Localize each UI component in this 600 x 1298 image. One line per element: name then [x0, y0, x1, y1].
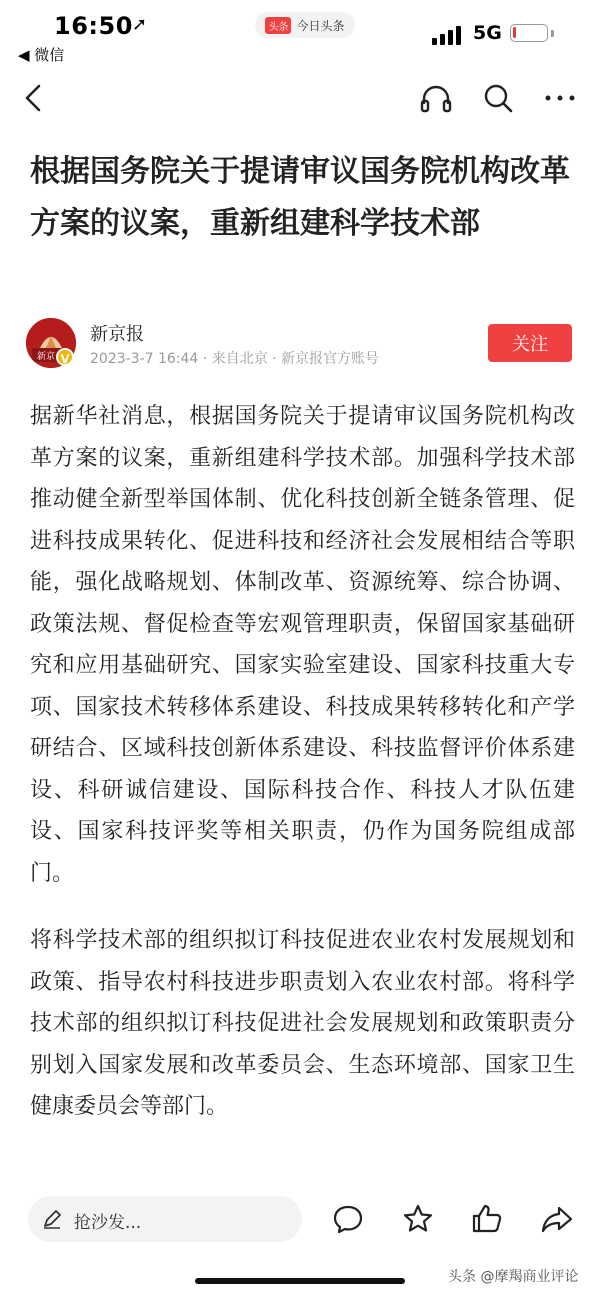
author-meta: 2023-3-7 16:44 · 来自北京 · 新京报官方账号 — [90, 351, 380, 367]
article-paragraph-1: 据新华社消息，根据国务院关于提请审议国务院机构改革方案的议案，重新组建科学技术部。加强科学技术部推动健全新型举国体制、优化科技创新全链条管理、促进科技成果转化、促进科技和经济社会发展相结合等职能，强化战略规划、体制改革、资源统筹、综合协调、政策法规、督促检查等宏观管理职责，保留国家基础研究和应用基础研究、国家实验室建设、国家科技重大专项、国家技术转移体系建设、科技成果转移转化和产学研结合、区域科技创新体系建设、科技监督评价体系建设、科研诚信建设、国际科技合作、科技人才队伍建设、国家科技评奖等相关职责，仍作为国务院组成部门。 — [30, 404, 575, 886]
battery-icon — [510, 24, 548, 42]
star-icon[interactable] — [401, 1202, 435, 1236]
bottom-action-bar — [0, 1190, 600, 1250]
battery-tip — [551, 30, 554, 37]
article-title: 根据国务院关于提请审议国务院机构改革方案的议案，重新组建科学技术部 — [30, 154, 570, 241]
nav-bar — [0, 72, 600, 122]
comment-input[interactable] — [28, 1196, 302, 1242]
comment-icon[interactable] — [331, 1202, 365, 1236]
home-indicator[interactable] — [195, 1278, 405, 1284]
app-logo-icon: 头条 — [265, 17, 291, 34]
author-row — [26, 318, 576, 374]
app-name: 今日头条 — [296, 18, 345, 33]
article-paragraph-2: 将科学技术部的组织拟订科技促进农业农村发展规划和政策、指导农村科技进步职责划入农业农村部。将科学技术部的组织拟订科技促进社会发展规划和政策职责分别划入国家发展和改革委员会、生态环境部、国家卫生健康委员会等部门。 — [30, 928, 575, 1119]
status-time: 16:50 — [54, 12, 133, 40]
comment-placeholder: 抢沙发... — [74, 1213, 142, 1233]
author-name[interactable]: 新京报 — [90, 324, 144, 345]
signal-icon — [432, 25, 464, 45]
chevron-left-icon[interactable] — [14, 78, 54, 118]
share-icon[interactable] — [540, 1202, 574, 1236]
watermark: 头条 @摩羯商业评论 — [448, 1269, 579, 1285]
verified-badge-icon: V — [56, 348, 74, 366]
status-bar — [0, 0, 600, 70]
battery-level-fill — [513, 27, 516, 38]
follow-button[interactable]: 关注 — [488, 324, 572, 362]
search-icon[interactable] — [478, 78, 518, 118]
app-indicator-pill — [255, 12, 355, 38]
headphones-icon[interactable] — [416, 78, 456, 118]
avatar-text: 新京 — [36, 352, 56, 362]
network-type: 5G — [473, 22, 502, 44]
like-icon[interactable] — [470, 1202, 504, 1236]
back-to-app-link[interactable]: ◀ 微信 — [18, 46, 65, 64]
location-arrow-icon: ➚ — [132, 14, 148, 35]
pencil-icon — [40, 1207, 64, 1231]
article-body — [30, 396, 575, 1154]
more-icon[interactable] — [540, 78, 580, 118]
